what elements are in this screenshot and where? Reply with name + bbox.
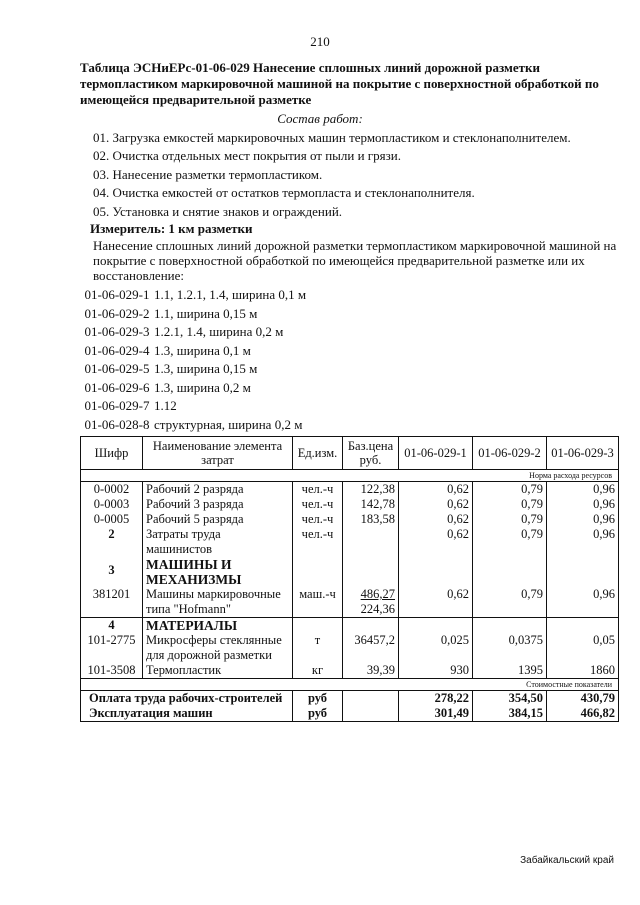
row-unit: чел.-ч: [293, 527, 343, 557]
row-price: 39,39: [343, 663, 399, 679]
row-value-1: 0,62: [399, 587, 473, 618]
code-id: 01-06-029-1: [84, 287, 150, 302]
code-item: [80, 397, 306, 416]
row-code: 0-0005: [81, 512, 143, 527]
row-code: 2: [81, 527, 143, 557]
operation-item: 01. Загрузка емкостей маркировочных машин термопластиком и стеклонаполнителем.: [93, 130, 571, 145]
code-item: [80, 305, 306, 324]
empty-cell: [343, 706, 399, 722]
row-value-2: 0,79: [473, 512, 547, 527]
row-value-2: 0,0375: [473, 633, 547, 663]
operation-item: 03. Нанесение разметки термопластиком.: [93, 166, 323, 182]
code-text: 1.3, ширина 0,15 м: [154, 361, 258, 376]
code-text: 1.1, ширина 0,15 м: [154, 305, 258, 321]
row-value-2: 0,79: [473, 587, 547, 618]
table-row: [81, 482, 619, 498]
row-value-3: 0,96: [547, 497, 619, 512]
empty-cell: [547, 618, 619, 634]
header-price: Баз.цена руб.: [343, 437, 399, 470]
row-price: [343, 587, 399, 618]
code-id: 01-06-029-6: [84, 379, 150, 395]
table-row: [81, 633, 619, 663]
total-unit: руб: [293, 691, 343, 707]
code-item: [80, 360, 306, 379]
row-code: 0-0002: [81, 482, 143, 498]
row-price: 122,38: [343, 482, 399, 498]
total-row: [81, 691, 619, 707]
header-name: Наименование элемента затрат: [143, 437, 293, 470]
row-name: Термопластик: [143, 663, 293, 679]
row-value-3: 0,96: [547, 587, 619, 618]
empty-cell: [343, 691, 399, 707]
code-item: [80, 342, 306, 361]
row-value-3: 0,96: [547, 512, 619, 527]
row-code: 0-0003: [81, 497, 143, 512]
empty-cell: [293, 557, 343, 587]
empty-cell: [293, 618, 343, 634]
code-id: 01-06-029-2: [84, 305, 150, 321]
row-price-secondary: 224,36: [360, 602, 395, 616]
row-value-3: 0,96: [547, 482, 619, 498]
empty-cell: [399, 557, 473, 587]
row-code: 101-3508: [81, 663, 143, 679]
row-value-2: 0,79: [473, 497, 547, 512]
operation-item: 02. Очистка отдельных мест покрытия от пыли и грязи.: [93, 148, 401, 164]
total-unit: руб: [293, 706, 343, 722]
row-unit: чел.-ч: [293, 512, 343, 527]
code-text: структурная, ширина 0,2 м: [154, 416, 303, 432]
measure-unit: Измеритель: 1 км разметки: [90, 221, 253, 236]
empty-cell: [343, 557, 399, 587]
total-value-1: 301,49: [399, 706, 473, 722]
row-name: Затраты труда машинистов: [143, 527, 293, 557]
code-text: 1.12: [154, 398, 177, 413]
row-name: Рабочий 5 разряда: [143, 512, 293, 527]
row-value-1: 0,025: [399, 633, 473, 663]
empty-cell: [399, 618, 473, 634]
row-unit: кг: [293, 663, 343, 679]
total-name: Эксплуатация машин: [81, 706, 293, 722]
codes-list: [80, 286, 306, 434]
total-value-3: 466,82: [547, 706, 619, 722]
header-col-2: 01-06-029-2: [473, 437, 547, 470]
norm-label-row: [81, 470, 619, 482]
row-price: [343, 527, 399, 557]
section-row: [81, 557, 619, 587]
code-text: 1.3, ширина 0,2 м: [154, 379, 251, 395]
header-code: Шифр: [81, 437, 143, 470]
total-value-2: 384,15: [473, 706, 547, 722]
table-row: [81, 587, 619, 618]
row-code: 101-2775: [81, 633, 143, 663]
row-code: 381201: [81, 587, 143, 618]
code-item: [80, 323, 306, 342]
cost-label: Стоимостные показатели: [81, 679, 619, 691]
code-id: 01-06-028-8: [84, 416, 150, 432]
row-value-1: 0,62: [399, 512, 473, 527]
row-price: 36457,2: [343, 633, 399, 663]
section-title: МАТЕРИАЛЫ: [143, 618, 293, 634]
row-value-3: 0,05: [547, 633, 619, 663]
norm-label: Норма расхода ресурсов: [81, 470, 619, 482]
operation-item: 04. Очистка емкостей от остатков термопласта и стеклонаполнителя.: [93, 185, 475, 201]
empty-cell: [473, 618, 547, 634]
total-row: [81, 706, 619, 722]
row-price: 142,78: [343, 497, 399, 512]
row-value-2: 1395: [473, 663, 547, 679]
table-row: [81, 527, 619, 557]
row-value-3: 1860: [547, 663, 619, 679]
total-value-1: 278,22: [399, 691, 473, 707]
total-value-2: 354,50: [473, 691, 547, 707]
row-name: Машины маркировочные типа "Hofmann": [143, 587, 293, 618]
row-value-2: 0,79: [473, 482, 547, 498]
row-value-3: 0,96: [547, 527, 619, 557]
composition-heading: Состав работ:: [277, 111, 363, 126]
work-description: Нанесение сплошных линий дорожной разметки термопластиком маркировочной машиной на покрытие с поверхностной обработкой по имеющейся предварительной разметке или их восстановление:: [93, 238, 617, 283]
code-id: 01-06-029-5: [84, 361, 150, 376]
code-item: [80, 416, 306, 435]
cost-label-row: [81, 679, 619, 691]
row-unit: маш.-ч: [293, 587, 343, 618]
section-title: МАШИНЫ И МЕХАНИЗМЫ: [143, 557, 293, 587]
operation-item: 05. Установка и снятие знаков и ограждений.: [93, 203, 343, 219]
total-name: Оплата труда рабочих-строителей: [81, 691, 293, 707]
row-price-primary: 486,27: [360, 587, 395, 601]
section-number: 3: [81, 557, 143, 587]
row-name: Рабочий 2 разряда: [143, 482, 293, 498]
total-value-3: 430,79: [547, 691, 619, 707]
row-value-2: 0,79: [473, 527, 547, 557]
empty-cell: [473, 557, 547, 587]
row-unit: т: [293, 633, 343, 663]
operations-list: [93, 129, 571, 221]
region-footer: Забайкальский край: [520, 855, 614, 866]
table-row: [81, 512, 619, 527]
code-text: 1.1, 1.2.1, 1.4, ширина 0,1 м: [154, 287, 307, 302]
code-id: 01-06-029-3: [84, 324, 150, 339]
row-name: Микросферы стеклянные для дорожной разметки: [143, 633, 293, 663]
code-text: 1.3, ширина 0,1 м: [154, 342, 251, 358]
row-price: 183,58: [343, 512, 399, 527]
row-unit: чел.-ч: [293, 497, 343, 512]
row-unit: чел.-ч: [293, 482, 343, 498]
row-value-1: 0,62: [399, 527, 473, 557]
code-text: 1.2.1, 1.4, ширина 0,2 м: [154, 324, 284, 339]
table-row: [81, 663, 619, 679]
code-id: 01-06-029-4: [84, 342, 150, 358]
row-value-1: 0,62: [399, 497, 473, 512]
section-number: 4: [81, 618, 143, 634]
table-header-row: [81, 437, 619, 470]
header-col-3: 01-06-029-3: [547, 437, 619, 470]
resource-table: [80, 436, 619, 722]
header-col-1: 01-06-029-1: [399, 437, 473, 470]
section-row: [81, 618, 619, 634]
code-id: 01-06-029-7: [84, 398, 150, 413]
row-value-1: 930: [399, 663, 473, 679]
code-item: [80, 286, 306, 305]
row-name: Рабочий 3 разряда: [143, 497, 293, 512]
empty-cell: [343, 618, 399, 634]
code-item: [80, 379, 306, 398]
row-value-1: 0,62: [399, 482, 473, 498]
table-row: [81, 497, 619, 512]
header-unit: Ед.изм.: [293, 437, 343, 470]
table-title: Таблица ЭСНиЕРс-01-06-029 Нанесение сплошных линий дорожной разметки термопластиком маркировочной машиной на покрытие с поверхностной обработкой по имеющейся предварительной разметке: [80, 60, 599, 107]
page-number: 210: [310, 34, 330, 49]
empty-cell: [547, 557, 619, 587]
